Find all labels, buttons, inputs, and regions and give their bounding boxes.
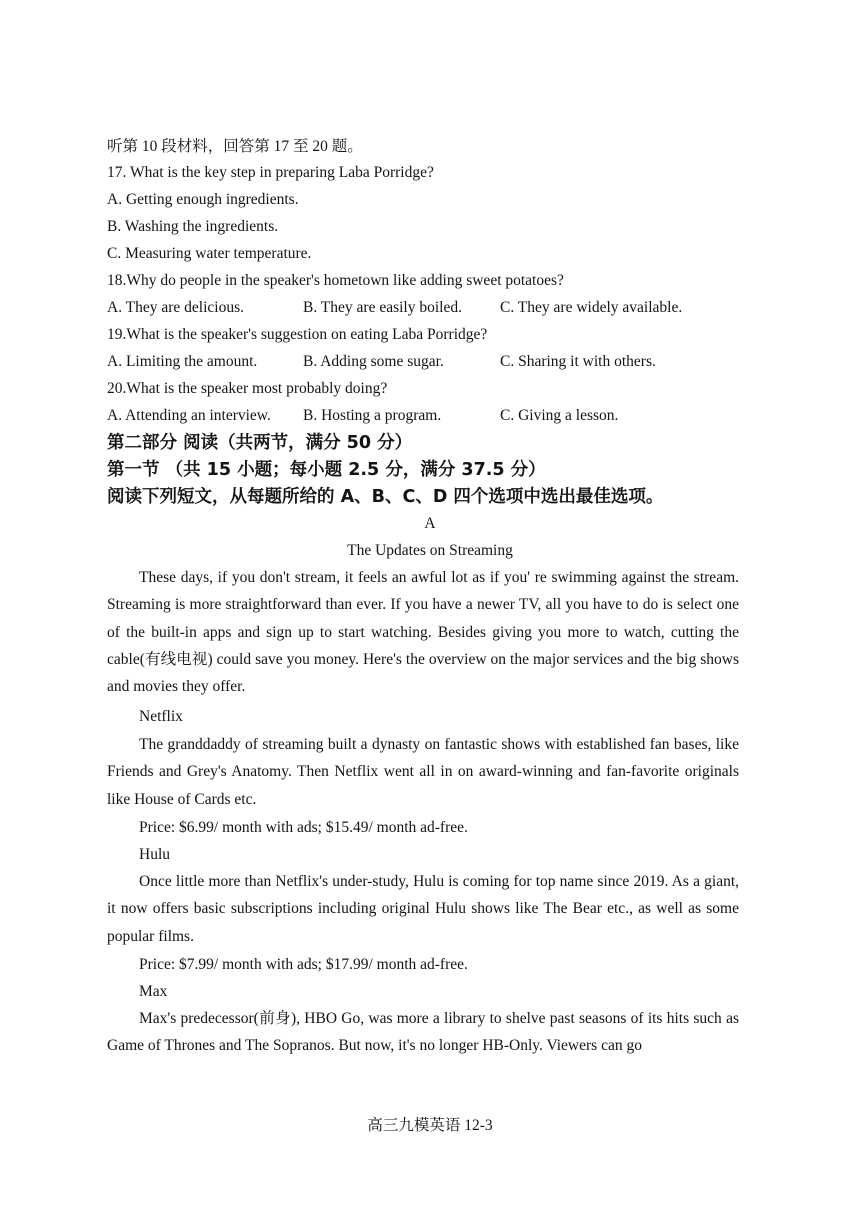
section-one-heading: 第一节 （共 15 小题；每小题 2.5 分，满分 37.5 分） (107, 460, 546, 480)
q20-option-a: A. Attending an interview. (107, 407, 271, 424)
max-paragraph: Max's predecessor(前身), HBO Go, was more a library to shelve past seasons of its hits such as Game of Thrones and The Sopranos. But now, it's no longer HB-Only. Viewers can go (107, 1010, 739, 1055)
q17-option-c: C. Measuring water temperature. (107, 245, 312, 262)
q19-options (107, 352, 747, 372)
q20-option-c: C. Giving a lesson. (500, 407, 619, 424)
netflix-paragraph: The granddaddy of streaming built a dynasty on fantastic shows with established fan bases, like Friends and Grey's Anatomy. Then Netflix went all in on award-winning and fan-favorite originals like House of Cards etc. (107, 736, 739, 808)
q18-options (107, 298, 747, 318)
hulu-heading: Hulu (139, 846, 170, 863)
part-two-heading: 第二部分 阅读（共两节，满分 50 分） (107, 433, 413, 453)
listening-instruction: 听第 10 段材料，回答第 17 至 20 题。 (107, 138, 363, 155)
hulu-price: Price: $7.99/ month with ads; $17.99/ month ad-free. (139, 956, 468, 973)
q19-option-b: B. Adding some sugar. (303, 353, 444, 370)
q18-option-b: B. They are easily boiled. (303, 299, 462, 316)
question-18: 18.Why do people in the speaker's hometown like adding sweet potatoes? (107, 272, 564, 289)
q20-option-b: B. Hosting a program. (303, 407, 442, 424)
question-17: 17. What is the key step in preparing Laba Porridge? (107, 164, 434, 181)
q17-option-a: A. Getting enough ingredients. (107, 191, 299, 208)
passage-title: The Updates on Streaming (347, 542, 513, 559)
reading-directions: 阅读下列短文，从每题所给的 A、B、C、D 四个选项中选出最佳选项。 (107, 487, 664, 507)
q19-option-c: C. Sharing it with others. (500, 353, 656, 370)
netflix-heading: Netflix (139, 708, 183, 725)
q19-option-a: A. Limiting the amount. (107, 353, 258, 370)
q17-option-b: B. Washing the ingredients. (107, 218, 279, 235)
netflix-price: Price: $6.99/ month with ads; $15.49/ month ad-free. (139, 819, 468, 836)
q20-options (107, 406, 747, 426)
question-19: 19.What is the speaker's suggestion on eating Laba Porridge? (107, 326, 488, 343)
question-20: 20.What is the speaker most probably doing? (107, 380, 388, 397)
q18-option-a: A. They are delicious. (107, 299, 245, 316)
passage-letter: A (424, 515, 436, 532)
q18-option-c: C. They are widely available. (500, 299, 683, 316)
max-heading: Max (139, 983, 168, 1000)
intro-paragraph: These days, if you don't stream, it feels an awful lot as if you' re swimming against the stream. Streaming is more straightforward than ever. If you have a newer TV, all you have to do is select one of the built-in apps and sign up to start watching. Besides giving you more to watch, cutting the cable(有线电视) could save you money. Here's the overview on the major services and the big shows and movies they offer. (107, 569, 739, 696)
hulu-paragraph: Once little more than Netflix's under-study, Hulu is coming for top name since 2019. As a giant, it now offers basic subscriptions including original Hulu shows like The Bear etc., as well as some popular films. (107, 873, 739, 945)
page-footer: 高三九模英语 12-3 (367, 1117, 493, 1134)
